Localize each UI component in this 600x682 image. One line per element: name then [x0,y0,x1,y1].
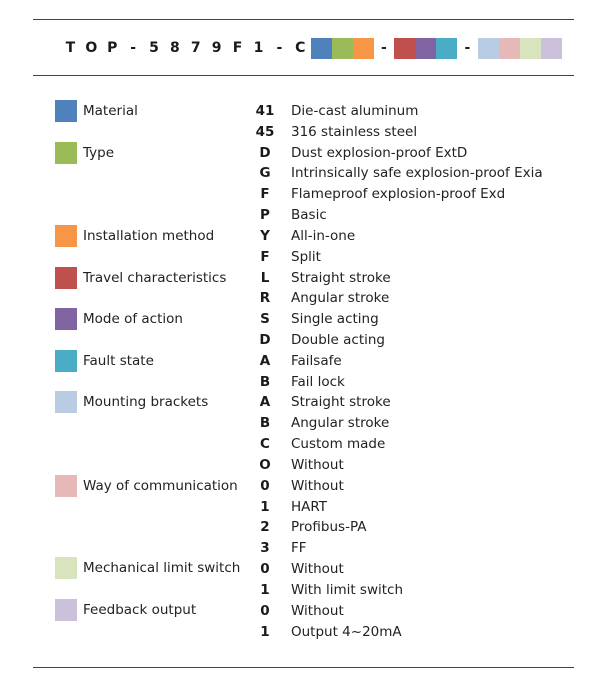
top-rule [33,19,574,20]
code-character: F [232,40,243,56]
legend-swatch [55,350,77,372]
option-row [250,247,321,267]
option-description: Double acting [291,332,385,349]
bottom-rule [33,667,574,668]
code-swatch-limit-switch [520,38,541,59]
legend-label: Fault state [83,353,154,369]
option-row [250,351,342,371]
option-code: S [260,311,270,328]
legend-item-limit-switch [55,557,240,579]
option-row [250,559,344,579]
legend-label: Material [83,103,138,119]
option-code: F [260,248,270,265]
option-description: FF [291,540,307,557]
code-separator: - [276,40,283,56]
code-separator: - [381,40,387,56]
option-code: G [259,165,271,182]
option-description: Dust explosion-proof ExtD [291,144,468,161]
code-separator: - [130,40,137,56]
legend-item-fault [55,350,154,372]
option-row [250,205,327,225]
option-code: A [259,394,271,411]
option-row [250,392,391,412]
option-code: O [259,456,271,473]
code-character: O [85,40,98,56]
option-code: D [259,332,271,349]
legend-swatch [55,142,77,164]
option-description: Split [291,248,321,265]
option-description: Without [291,477,344,494]
option-row [250,330,385,350]
legend-label: Mode of action [83,311,183,327]
option-row [250,143,467,163]
legend-swatch [55,225,77,247]
code-swatch-installation [353,38,374,59]
option-code: 1 [260,581,270,598]
option-description: Without [291,561,344,578]
option-description: Without [291,602,344,619]
option-row [250,413,389,433]
legend-swatch [55,475,77,497]
legend-swatch [55,267,77,289]
option-row [250,122,417,142]
option-code: B [259,415,271,432]
legend-swatch [55,100,77,122]
legend-label: Installation method [83,228,215,244]
code-character: 8 [170,40,180,56]
option-row [250,226,355,246]
model-code-bar [60,37,562,59]
option-code: 1 [260,498,270,515]
code-character: P [107,40,118,56]
option-code: B [259,373,271,390]
option-description: Angular stroke [291,415,390,432]
code-swatch-feedback [541,38,562,59]
option-row [250,288,389,308]
option-row [250,517,366,537]
option-code: F [260,186,270,203]
option-code: L [260,269,270,286]
option-description: Single acting [291,311,379,328]
option-description: Flameproof explosion-proof Exd [291,186,506,203]
legend-swatch [55,557,77,579]
code-swatch-brackets [478,38,499,59]
option-description: Profibus-PA [291,519,367,536]
option-row [250,268,391,288]
code-character: 1 [253,40,264,56]
code-swatch-type [332,38,353,59]
option-code: A [259,352,271,369]
code-character: C [295,40,306,56]
option-code: 41 [255,103,275,119]
legend-label: Mounting brackets [83,394,209,410]
code-underline-rule [33,75,574,76]
option-row [250,538,307,558]
option-row [250,455,344,475]
option-row [250,163,543,183]
legend-label: Feedback output [83,602,197,618]
option-description: Straight stroke [291,394,391,411]
option-description: HART [291,498,328,515]
option-description: Output 4~20mA [291,623,402,640]
option-description: Die-cast aluminum [291,103,419,119]
code-swatch-fault [436,38,457,59]
option-code: C [260,436,270,453]
option-code: 3 [260,540,270,557]
option-description: Basic [291,207,327,224]
option-code: 0 [260,477,270,494]
option-code: Y [260,227,270,244]
option-row [250,580,403,600]
code-separator: - [464,40,471,56]
legend-item-installation [55,225,214,247]
option-code: 1 [260,623,270,640]
option-description: Without [291,456,344,473]
legend-label: Type [83,145,115,161]
option-row [250,101,418,121]
legend-item-type [55,142,114,164]
legend-item-communication [55,475,238,497]
legend-item-travel [55,267,226,289]
option-description: With limit switch [291,581,404,598]
option-description: Custom made [291,436,386,453]
option-description: Failsafe [291,352,342,369]
option-row [250,601,344,621]
legend-label: Way of communication [83,478,238,494]
option-code: D [259,144,271,161]
code-character: 9 [211,40,222,56]
option-code: 45 [255,123,275,140]
legend-label: Mechanical limit switch [83,560,241,576]
option-row [250,184,505,204]
option-code: P [260,207,270,224]
legend-item-brackets [55,391,208,413]
option-row [250,434,385,454]
option-row [250,309,379,329]
option-description: 316 stainless steel [291,123,418,140]
legend-swatch [55,308,77,330]
option-description: Intrinsically safe explosion-proof Exia [291,165,543,182]
option-code: 2 [260,519,270,536]
legend-item-material [55,100,138,122]
option-row [250,622,402,642]
code-swatch-action [415,38,436,59]
option-row [250,476,344,496]
option-code: 0 [260,561,270,578]
option-row [250,372,345,392]
option-code: R [259,290,271,307]
code-character: T [65,40,76,56]
legend-item-action [55,308,183,330]
legend-label: Travel characteristics [83,270,227,286]
code-swatch-communication [499,38,520,59]
code-character: 5 [149,40,159,56]
option-description: All-in-one [291,227,356,244]
code-swatch-travel [394,38,415,59]
option-description: Fail lock [291,373,345,390]
code-swatch-material [311,38,332,59]
option-description: Angular stroke [291,290,390,307]
legend-swatch [55,599,77,621]
option-code: 0 [260,602,270,619]
code-character: 7 [190,40,201,56]
option-row [250,497,327,517]
option-description: Straight stroke [291,269,391,286]
legend-item-feedback [55,599,196,621]
legend-swatch [55,391,77,413]
